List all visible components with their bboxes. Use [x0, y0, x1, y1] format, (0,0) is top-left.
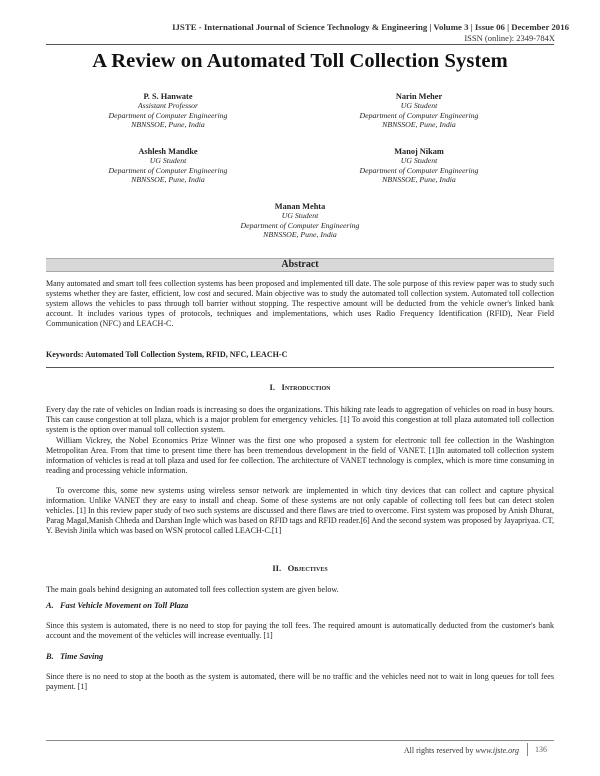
author-dept: Department of Computer Engineering: [108, 165, 228, 175]
subsection-title: Time Saving: [59, 652, 104, 661]
subsection-heading-b: [46, 652, 103, 661]
subsection-label: A.: [46, 601, 54, 610]
author-name: Ashlesh Mandke: [138, 147, 198, 156]
author-dept: Department of Computer Engineering: [108, 110, 228, 120]
section-title: Introduction: [281, 382, 331, 392]
intro-paragraph-3: To overcome this, some new systems using wireless sensor network are implemented in which tiny devices that can collect and capture physical information. Unlike VANET they are easy to install and cheap. Some of these systems are not only capable of collecting toll fees but can detect stolen vehicles. [1] In this review paper study of two such systems are discussed and there flaws are tried to overcome. First system was proposed by Anish Dhurat, Parag Magal,Manish Chheda and Darshan Ingle which was based on RFID tags and RFID reader.[6] And the second system was proposed by Jayapriyaa. CT, Y. Bevish Jinila which was based on WSN protocol called LEACH-C.[1]: [46, 486, 554, 536]
author-name: Manoj Nikam: [394, 147, 444, 156]
author-block: [309, 147, 529, 185]
issn: ISSN (online): 2349-784X: [464, 33, 555, 43]
abstract-divider: [46, 367, 554, 368]
author-role: UG Student: [281, 211, 319, 221]
rights-text: All rights reserved by: [403, 746, 474, 755]
author-inst: NBNSSOE, Pune, India: [263, 230, 337, 240]
author-block: [58, 147, 278, 185]
site-link[interactable]: www.ijste.org: [475, 746, 519, 755]
abstract-text: Many automated and smart toll fees collection systems has been proposed and implemented till date. The sole purpose of this review paper was to study such systems whether they are faster, efficient, low cost and secured. Main objective was to study the automated toll collection system. Automated toll collection system allows the vehicles to pass through toll barrier without stopping. The respective amount will be deducted from the vehicle owner's linked bank account. It includes various types of protocols, techniques and implementations, which uses Radio Frequency Identification (RFID), Near Field Communication (NFC) and LEACH-C.: [46, 279, 554, 329]
author-inst: NBNSSOE, Pune, India: [131, 175, 205, 185]
subsection-heading-a: [46, 601, 188, 610]
subsection-b-text: Since there is no need to stop at the booth as the system is automated, there will be no traffic and the vehicles need not to wait in long queues for toll fees payment. [1]: [46, 672, 554, 692]
keywords: Keywords: Automated Toll Collection System, RFID, NFC, LEACH-C: [46, 350, 288, 359]
subsection-title: Fast Vehicle Movement on Toll Plaza: [59, 601, 189, 610]
author-block: [58, 92, 278, 130]
author-name: P. S. Hanwate: [143, 92, 193, 101]
author-name: Manan Mehta: [274, 202, 326, 211]
author-role: Assistant Professor: [137, 101, 199, 111]
author-block: [190, 202, 410, 240]
journal-header: IJSTE - International Journal of Science Technology & Engineering | Volume 3 | Issue 06 | December 2016: [172, 22, 569, 32]
author-role: UG Student: [400, 101, 438, 111]
section-title: Objectives: [287, 563, 328, 573]
section-heading-objectives: [0, 563, 600, 573]
page-number: 136: [527, 743, 554, 756]
section-number: I.: [269, 382, 276, 392]
author-role: UG Student: [400, 156, 438, 166]
author-dept: Department of Computer Engineering: [359, 110, 479, 120]
paper-title: A Review on Automated Toll Collection System: [92, 50, 508, 72]
author-inst: NBNSSOE, Pune, India: [131, 120, 205, 130]
intro-paragraph-1: Every day the rate of vehicles on Indian roads is increasing so does the organizations. This hiking rate leads to aggregation of vehicles on road in busy hours. This can cause congestion at toll plaza, which is a major problem for emergency vehicles. [1] To avoid this congestion at toll plaza automated toll collection system is the option over manual toll collection system.: [46, 405, 554, 435]
author-dept: Department of Computer Engineering: [240, 220, 360, 230]
abstract-heading: Abstract: [46, 258, 554, 272]
subsection-a-text: Since this system is automated, there is no need to stop for paying the toll fees. The required amount is automatically deducted from the customer's bank account and the movement of the vehicles will increase eventually. [1]: [46, 621, 554, 641]
objectives-intro: The main goals behind designing an automated toll fees collection system are given below.: [46, 585, 339, 594]
footer-divider: [46, 740, 554, 741]
author-inst: NBNSSOE, Pune, India: [382, 175, 456, 185]
author-dept: Department of Computer Engineering: [359, 165, 479, 175]
author-inst: NBNSSOE, Pune, India: [382, 120, 456, 130]
header-divider: [46, 44, 554, 45]
subsection-label: B.: [46, 652, 54, 661]
section-number: II.: [272, 563, 282, 573]
section-heading-introduction: [0, 382, 600, 392]
footer-rights: [0, 746, 519, 755]
author-name: Narin Meher: [395, 92, 443, 101]
author-block: [309, 92, 529, 130]
intro-paragraph-2: William Vickrey, the Nobel Economics Prize Winner was the first one who proposed a system for electronic toll fee collection in the Washington Metropolitan Area. From that time to present time there has been tremendous development in the field of VANET. [1]In automated toll collection system information of vehicles is read at toll plaza and used for fee collection. The architecture of VANET technology is complex, which is more time consuming in reading and processing vehicle information.: [46, 436, 554, 476]
author-role: UG Student: [149, 156, 187, 166]
